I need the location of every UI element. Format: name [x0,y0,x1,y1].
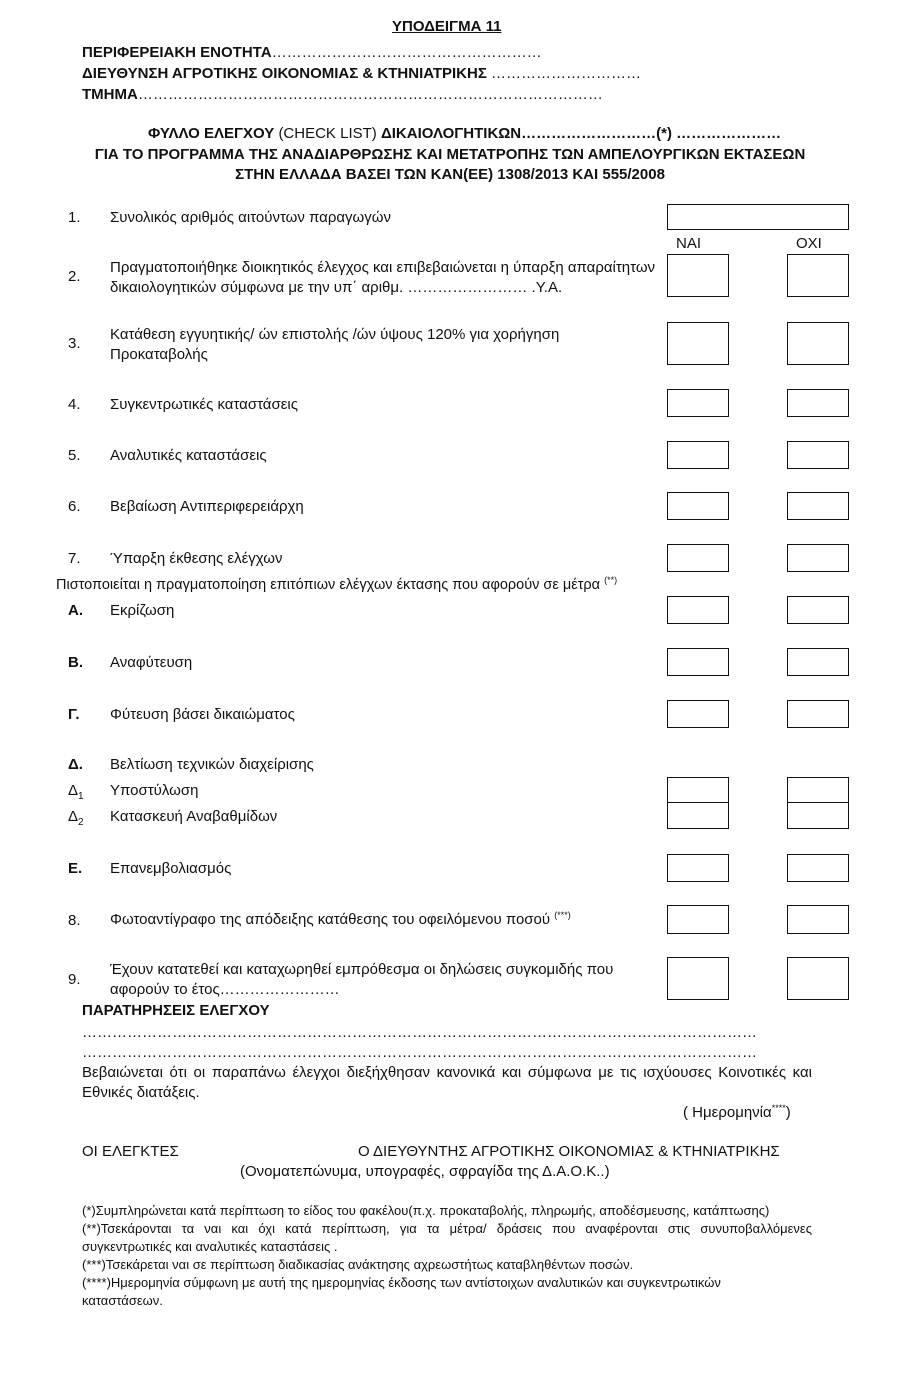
region-line [82,44,542,61]
item-9-yes-checkbox[interactable] [667,957,729,1000]
item-8-no-checkbox[interactable] [787,905,849,934]
region-dots: ……………………………………………… [271,44,542,61]
director-label: Ο ΔΙΕΥΘΥΝΤΗΣ ΑΓΡΟΤΙΚΗΣ ΟΙΚΟΝΟΜΙΑΣ & ΚΤΗΝΙΑΤΡΙΚΗΣ [358,1143,780,1160]
date-label [683,1103,791,1121]
footnote-2-line-1: (**)Τσεκάρονται τα ναι και όχι κατά περίπτωση, για τα μέτρα/ δράσεις που αναφέρονται στις συνυποβαλλόμενες [82,1221,812,1236]
item-6-number: 6. [68,498,81,515]
item-d1-no-checkbox[interactable] [787,777,849,804]
item-d2-text: Κατασκευή Αναβαθμίδων [110,808,278,825]
footnote-3: (***)Τσεκάρεται ναι σε περίπτωση διαδικασίας ανάκτησης αχρεωστήτως καταβληθέντων ποσών. [82,1257,634,1272]
item-3-no-checkbox[interactable] [787,322,849,365]
item-d2-subscript: 2 [78,817,84,828]
item-1-text: Συνολικός αριθμός αιτούντων παραγωγών [110,209,391,226]
item-2-number: 2. [68,268,81,285]
item-d2-no-checkbox[interactable] [787,802,849,829]
item-d2-yes-checkbox[interactable] [667,802,729,829]
item-4-text: Συγκεντρωτικές καταστάσεις [110,396,298,413]
item-d-text: Βελτίωση τεχνικών διαχείρισης [110,756,314,773]
item-1-number: 1. [68,209,81,226]
item-d1-letter [68,782,98,802]
region-label: ΠΕΡΙΦΕΡΕΙΑΚΗ ΕΝΟΤΗΤΑ [82,44,272,61]
item-3-number: 3. [68,335,81,352]
item-7-yes-checkbox[interactable] [667,544,729,572]
date-footnote-mark: **** [771,1103,786,1113]
item-d-letter: Δ. [68,756,83,773]
onsite-checks-text [56,575,617,593]
item-b-no-checkbox[interactable] [787,648,849,676]
director-signature-note: (Ονοματεπώνυμα, υπογραφές, σφραγίδα της Δ.Α.Ο.Κ..) [240,1163,610,1180]
title-checklist-prefix: ΦΥΛΛΟ ΕΛΕΓΧΟΥ [148,125,279,142]
remarks-line-1[interactable]: ……………………………………………………………………………………………………………………… [82,1024,757,1041]
applicants-count-field[interactable] [667,204,849,230]
item-2-line-1: Πραγματοποιήθηκε διοικητικός έλεγχος και επιβεβαιώνεται η ύπαρξη απαραίτητων [110,259,656,276]
item-d1-letter-main: Δ [68,782,79,799]
item-2-no-checkbox[interactable] [787,254,849,297]
item-d1-text: Υποστύλωση [110,782,199,799]
item-4-no-checkbox[interactable] [787,389,849,417]
item-5-number: 5. [68,447,81,464]
item-9-line-2: αφορούν το έτος…………………… [110,981,340,998]
item-b-text: Αναφύτευση [110,654,193,671]
item-7-text: Ύπαρξη έκθεσης ελέγχων [110,550,283,567]
item-2-yes-checkbox[interactable] [667,254,729,297]
date-label-text: ( Ημερομηνία [683,1104,772,1121]
title-line-3: ΣΤΗΝ ΕΛΛΑΔΑ ΒΑΣΕΙ ΤΩΝ ΚΑΝ(ΕΕ) 1308/2013 ΚΑΙ 555/2008 [235,166,665,183]
date-label-close: ) [785,1104,791,1121]
item-8-label: Φωτοαντίγραφο της απόδειξης κατάθεσης του οφειλόμενου ποσού [110,911,555,928]
footnote-4-line-2: καταστάσεων. [82,1293,163,1308]
item-3-line-2: Προκαταβολής [110,346,208,363]
item-5-no-checkbox[interactable] [787,441,849,469]
item-6-text: Βεβαίωση Αντιπεριφερειάρχη [110,498,304,515]
item-a-no-checkbox[interactable] [787,596,849,624]
title-checklist-suffix: ΔΙΚΑΙΟΛΟΓΗΤΙΚΩΝ………………………(*) ………………… [380,125,782,142]
item-6-no-checkbox[interactable] [787,492,849,520]
item-8-footnote-mark: (***) [554,910,571,920]
department-line [82,86,603,103]
title-checklist-english: (CHECK LIST) [278,125,381,142]
item-3-line-1: Κατάθεση εγγυητικής/ ών επιστολής /ών ύψους 120% για χορήγηση [110,326,560,343]
item-g-no-checkbox[interactable] [787,700,849,728]
item-g-yes-checkbox[interactable] [667,700,729,728]
onsite-footnote-mark: (**) [604,575,618,585]
title-line-1 [148,125,781,142]
yes-column-header: ΝΑΙ [676,235,702,252]
certification-line-1: Βεβαιώνεται ότι οι παραπάνω έλεγχοι διεξήχθησαν κανονικά και σύμφωνα με τις ισχύουσες Κοινοτικές και [82,1064,812,1081]
directorate-label: ΔΙΕΥΘΥΝΣΗ ΑΓΡΟΤΙΚΗΣ ΟΙΚΟΝΟΜΙΑΣ & ΚΤΗΝΙΑΤΡΙΚΗΣ [82,65,487,82]
item-d1-yes-checkbox[interactable] [667,777,729,804]
item-6-yes-checkbox[interactable] [667,492,729,520]
footnote-2-line-2: συγκεντρωτικές και αναλυτικές καταστάσεις . [82,1239,338,1254]
item-8-text [110,910,571,928]
title-line-2: ΓΙΑ ΤΟ ΠΡΟΓΡΑΜΜΑ ΤΗΣ ΑΝΑΔΙΑΡΘΡΩΣΗΣ ΚΑΙ ΜΕΤΑΤΡΟΠΗΣ ΤΩΝ ΑΜΠΕΛΟΥΡΓΙΚΩΝ ΕΚΤΑΣΕΩΝ [94,146,806,163]
item-5-text: Αναλυτικές καταστάσεις [110,447,267,464]
directorate-line [82,65,641,82]
department-label: ΤΜΗΜΑ [82,86,138,103]
item-5-yes-checkbox[interactable] [667,441,729,469]
item-9-no-checkbox[interactable] [787,957,849,1000]
item-b-letter: Β. [68,654,83,671]
item-d2-letter [68,808,98,828]
item-b-yes-checkbox[interactable] [667,648,729,676]
department-dots: ………………………………………………………………………………… [137,86,603,103]
footnote-4-line-1: (****)Ημερομηνία σύμφωνη με αυτή της ημερομηνίας έκδοσης των αντίστοιχων αναλυτικών και συγκεντρωτικών [82,1275,721,1290]
item-2-text [110,258,655,298]
item-9-text [110,960,613,1000]
certification-line-2: Εθνικές διατάξεις. [82,1084,200,1101]
item-g-text: Φύτευση βάσει δικαιώματος [110,706,295,723]
footnote-1: (*)Συμπληρώνεται κατά περίπτωση το είδος του φακέλου(π.χ. προκαταβολής, πληρωμής, αποδέσμευσης, κατάπτωσης) [82,1203,770,1218]
remarks-heading: ΠΑΡΑΤΗΡΗΣΕΙΣ ΕΛΕΓΧΟΥ [82,1002,270,1019]
item-d1-subscript: 1 [78,791,84,802]
item-a-letter: Α. [68,602,83,619]
item-e-letter: Ε. [68,860,83,877]
item-9-number: 9. [68,971,81,988]
item-e-text: Επανεμβολιασμός [110,860,232,877]
item-a-yes-checkbox[interactable] [667,596,729,624]
item-7-no-checkbox[interactable] [787,544,849,572]
item-d2-letter-main: Δ [68,808,79,825]
item-3-text [110,325,559,365]
item-2-line-2: δικαιολογητικών σύμφωνα με την υπ΄ αριθμ. …………………… .Υ.Α. [110,279,563,296]
inspectors-label: ΟΙ ΕΛΕΓΚΤΕΣ [82,1143,179,1160]
item-e-yes-checkbox[interactable] [667,854,729,882]
item-4-number: 4. [68,396,81,413]
remarks-line-2[interactable]: ……………………………………………………………………………………………………………………… [82,1044,757,1061]
model-title: ΥΠΟΔΕΙΓΜΑ 11 [392,18,502,35]
item-8-yes-checkbox[interactable] [667,905,729,934]
item-a-text: Εκρίζωση [110,602,175,619]
item-9-line-1: Έχουν κατατεθεί και καταχωρηθεί εμπρόθεσμα οι δηλώσεις συγκομιδής που [110,961,614,978]
onsite-checks-label: Πιστοποιείται η πραγματοποίηση επιτόπιων ελέγχων έκτασης που αφορούν σε μέτρα [56,576,605,593]
item-4-yes-checkbox[interactable] [667,389,729,417]
item-8-number: 8. [68,912,81,929]
directorate-dots: ………………………… [491,65,642,82]
item-7-number: 7. [68,550,81,567]
item-g-letter: Γ. [68,706,80,723]
no-column-header: ΟΧΙ [796,235,822,252]
item-3-yes-checkbox[interactable] [667,322,729,365]
item-e-no-checkbox[interactable] [787,854,849,882]
